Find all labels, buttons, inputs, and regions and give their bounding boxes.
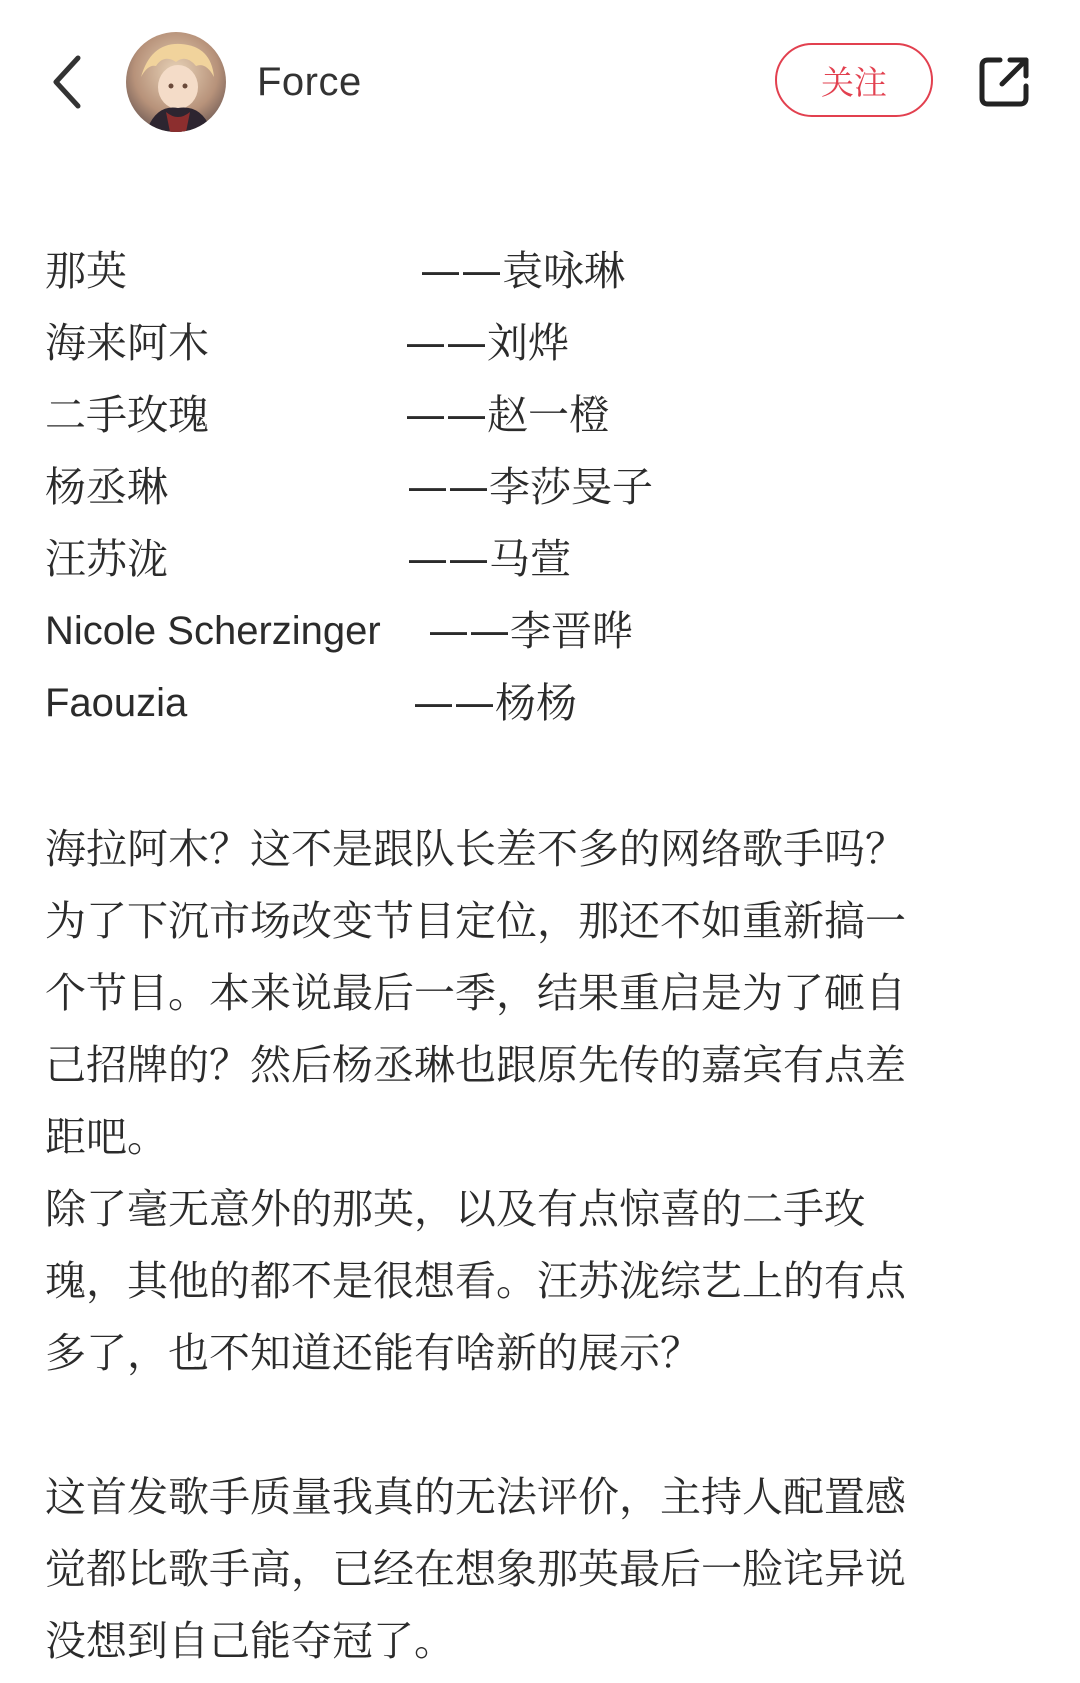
singer-name: ——刘烨 xyxy=(405,319,569,367)
paragraph-line: 为了下沉市场改变节目定位，那还不如重新搞一 xyxy=(45,897,906,945)
post-paragraph xyxy=(45,813,1005,1389)
post-paragraph xyxy=(45,1461,1005,1677)
share-button[interactable] xyxy=(972,50,1036,114)
back-button[interactable] xyxy=(40,50,96,114)
paragraph-line: 没想到自己能夺冠了。 xyxy=(45,1617,455,1665)
song-name: 杨丞琳 xyxy=(45,463,168,511)
cast-row xyxy=(45,595,945,667)
song-name: 海来阿木 xyxy=(45,319,209,367)
follow-button[interactable]: 关注 xyxy=(775,43,933,117)
paragraph-line: 己招牌的？然后杨丞琳也跟原先传的嘉宾有点差 xyxy=(45,1041,906,1089)
post-header xyxy=(0,0,1080,165)
song-name: 二手玫瑰 xyxy=(45,391,209,439)
cast-row xyxy=(45,307,945,379)
share-external-icon xyxy=(974,52,1034,112)
singer-name: ——袁咏琳 xyxy=(420,247,625,295)
song-name: Faouzia xyxy=(45,681,188,725)
paragraph-line: 多了，也不知道还能有啥新的展示？ xyxy=(45,1329,701,1377)
chevron-left-icon xyxy=(48,52,88,112)
singer-name: ——李晋晔 xyxy=(428,607,633,655)
paragraph-line: 瑰，其他的都不是很想看。汪苏泷综艺上的有点 xyxy=(45,1257,906,1305)
singer-name: ——李莎旻子 xyxy=(407,463,653,511)
cast-row xyxy=(45,451,945,523)
paragraph-line: 个节目。本来说最后一季，结果重启是为了砸自 xyxy=(45,969,906,1017)
cast-row xyxy=(45,235,945,307)
singer-name: ——赵一橙 xyxy=(405,391,610,439)
song-name: Nicole Scherzinger xyxy=(45,609,381,653)
song-name: 那英 xyxy=(45,247,127,295)
paragraph-line: 距吧。 xyxy=(45,1113,168,1161)
paragraph-line: 觉都比歌手高，已经在想象那英最后一脸诧异说 xyxy=(45,1545,906,1593)
paragraph-line: 海拉阿木？这不是跟队长差不多的网络歌手吗？ xyxy=(45,825,906,873)
cast-row xyxy=(45,667,945,739)
singer-name: ——马萱 xyxy=(407,535,571,583)
paragraph-line: 这首发歌手质量我真的无法评价，主持人配置感 xyxy=(45,1473,906,1521)
cast-row xyxy=(45,523,945,595)
cast-list xyxy=(45,235,945,739)
avatar-image xyxy=(126,32,226,132)
cast-row xyxy=(45,379,945,451)
paragraph-line: 除了毫无意外的那英，以及有点惊喜的二手玫 xyxy=(45,1185,865,1233)
avatar[interactable] xyxy=(126,32,226,132)
song-name: 汪苏泷 xyxy=(45,535,168,583)
username[interactable]: Force xyxy=(257,60,362,104)
singer-name: ——杨杨 xyxy=(413,679,577,727)
